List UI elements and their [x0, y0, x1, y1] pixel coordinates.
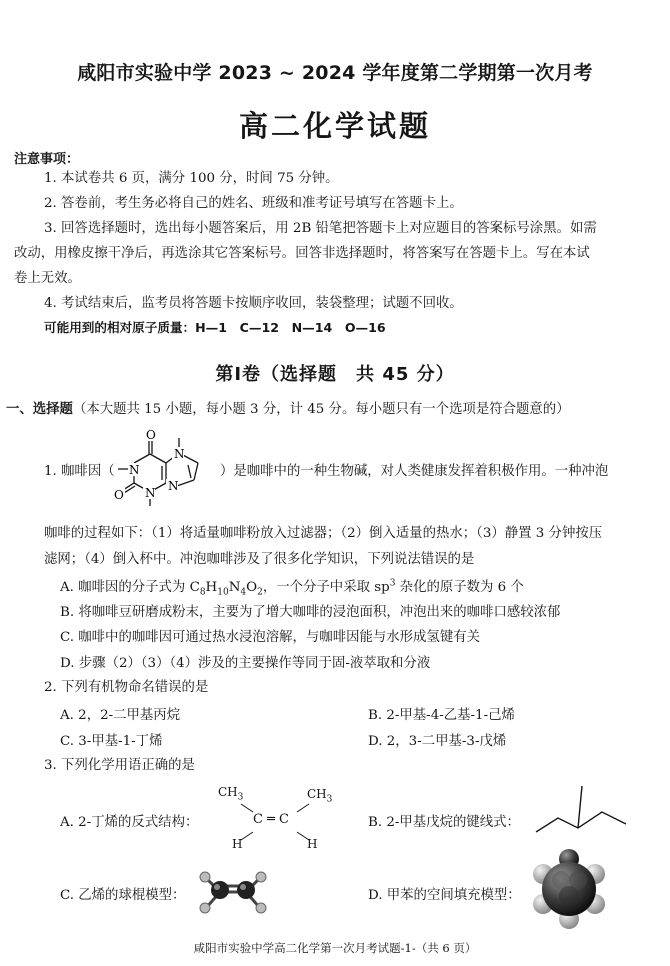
q1-option-a: A. 咖啡因的分子式为 $C_8H_{10}N_4O_2$，一个分子中采取 $sp^3$ 杂化的原子数为 6 个: [60, 578, 524, 598]
q3-stem: 3. 下列化学用语正确的是: [44, 758, 195, 773]
subject-title: 高二化学试题: [238, 109, 431, 143]
exam-title: 咸阳市实验中学 2023 ~ 2024 学年度第二学期第一次月考: [77, 62, 593, 84]
notice-item-2: 2. 答卷前，考生务必将自己的姓名、班级和准考证号填写在答题卡上。: [44, 196, 463, 211]
trans-2-butene-h-left: H: [232, 837, 243, 851]
section-description: （本大题共 15 小题，每小题 3 分，计 45 分。每小题只有一个选项是符合题意的）: [72, 402, 570, 417]
q1-option-b: B. 将咖啡豆研磨成粉末，主要为了增大咖啡的浸泡面积，冲泡出来的咖啡口感较浓郁: [60, 605, 561, 620]
2-methylpentane-skeletal-formula: [532, 782, 632, 842]
notice-heading: 注意事项：: [14, 152, 80, 167]
notice-item-3-end: 卷上无效。: [14, 271, 81, 286]
structure-label-n-left: N: [129, 463, 140, 477]
section-header: [6, 400, 570, 420]
q3-option-d: D. 甲苯的空间填充模型：: [368, 888, 521, 903]
notice-item-4: 4. 考试结束后，监考员将答题卡按顺序收回，装袋整理；试题不回收。: [44, 296, 463, 311]
q1-stem-prefix: 1. 咖啡因（: [44, 464, 115, 479]
structure-label-n-top: N: [174, 447, 185, 461]
q2-option-b: B. 2-甲基-4-乙基-1-己烯: [368, 708, 515, 723]
q2-option-d: D. 2，3-二甲基-3-戊烯: [368, 734, 507, 749]
part-1-title: 第Ⅰ卷（选择题 共 45 分）: [215, 364, 455, 385]
structure-label-o-left: O: [114, 488, 124, 502]
toluene-space-filling-model: [528, 848, 610, 930]
q1-stem-suffix: ）是咖啡中的一种生物碱，对人类健康发挥着积极作用。一种冲泡: [220, 464, 609, 479]
q1-option-d: D. 步骤（2）（3）（4）涉及的主要操作等同于固-液萃取和分液: [60, 656, 431, 671]
q3-option-b: B. 2-甲基戊烷的键线式：: [368, 815, 520, 830]
trans-2-butene-double-bond: C ═ C: [253, 812, 289, 827]
q3-option-c: C. 乙烯的球棍模型：: [60, 888, 186, 903]
structure-label-n-right: N: [168, 479, 179, 493]
section-label: 一、选择题: [6, 402, 73, 417]
q2-stem: 2. 下列有机物命名错误的是: [44, 680, 209, 695]
q1-option-c: C. 咖啡中的咖啡因可通过热水浸泡溶解，与咖啡因能与水形成氢键有关: [60, 630, 480, 645]
page-footer: 咸阳市实验中学高二化学第一次月考试题-1-（共 6 页）: [193, 941, 477, 955]
ethylene-ball-and-stick-model: [196, 866, 272, 918]
notice-item-1: 1. 本试卷共 6 页，满分 100 分，时间 75 分钟。: [44, 171, 339, 186]
notice-item-3-cont: 改动，用橡皮擦干净后，再选涂其它答案标号。回答非选择题时，将答案写在答题卡上。写在本试: [14, 246, 590, 261]
trans-2-butene-h-right: H: [307, 837, 318, 851]
q3-option-a: A. 2-丁烯的反式结构：: [60, 815, 199, 830]
structure-label-o-top: O: [146, 428, 156, 442]
atomic-mass-line: 可能用到的相对原子质量：H—1 C—12 N—14 O—16: [44, 320, 386, 335]
q2-option-a: A. 2，2-二甲基丙烷: [60, 708, 181, 723]
caffeine-structure-diagram: [110, 424, 222, 520]
q1-stem-line-3: 滤网；（4）倒入杯中。冲泡咖啡涉及了很多化学知识，下列说法错误的是: [44, 552, 475, 567]
q1-stem-line-2: 咖啡的过程如下：（1）将适量咖啡粉放入过滤器；（2）倒入适量的热水；（3）静置 3 分钟按压: [44, 526, 603, 541]
structure-label-n-bottom: N: [145, 486, 156, 500]
q2-option-c: C. 3-甲基-1-丁烯: [60, 734, 163, 749]
trans-2-butene-ch3-left: $CH_3$: [218, 785, 244, 803]
notice-item-3: 3. 回答选择题时，选出每小题答案后，用 2B 铅笔把答题卡上对应题目的答案标号涂黑。如需: [44, 221, 597, 236]
trans-2-butene-ch3-right: $CH_3$: [307, 787, 333, 805]
